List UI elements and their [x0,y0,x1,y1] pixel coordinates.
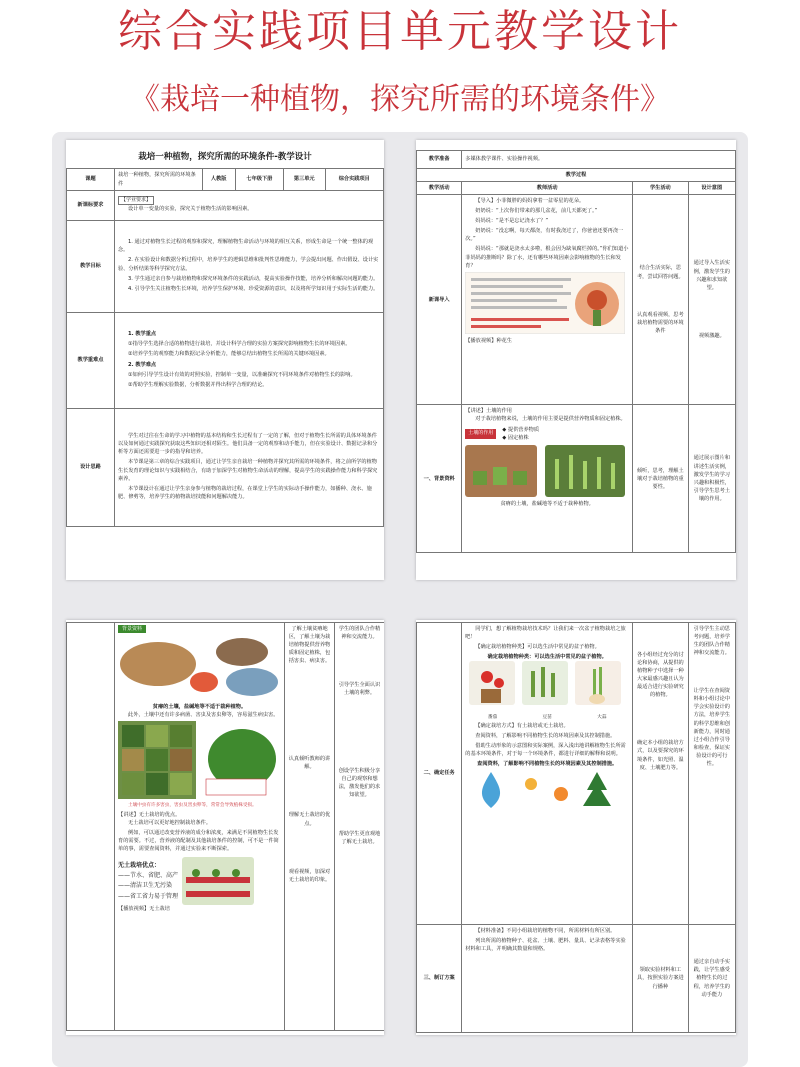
goal-item: 1. 通过对植物生长过程的观察和探究，理解植物生命活动与环境的相互关系，形成生命是一个统一整体的观念。 [117,239,374,254]
soil-caption: 贫瘠的土壤，盐碱地等不适于栽种植物。 [152,703,247,710]
background-text: 对于栽培植物来说，土壤的作用主要是提供营养物质和固定植株。 [475,416,626,423]
background-caption: 贫瘠的土壤，盐碱地等不适于栽种植物。 [500,501,594,508]
soil-para: 此外，土壤中还有许多病菌、害虫及害虫卵等，容易滋生病虫害。 [128,711,279,718]
topic-label: 课题 [67,169,115,191]
intro-line: 奶奶说：“上次你们带来的那几盆花，前几天都死了。” [475,208,598,215]
plant-label: 番茄 [487,715,498,721]
plan-student: 领取实验材料和工具，按照实验方案进行播种 [633,925,689,1033]
intro-line: 小菲微胖的妈妈拿着一盆零星的花朵。 [496,198,585,205]
intro-story-image [465,272,625,334]
material-student: 了解土壤贫瘠地区，了解土壤为栽培植物提供营养物质和固定植株，包括害虫、病虫害。 [288,626,331,665]
material-student: 认真倾听教师的讲解。 [288,756,331,771]
standard-tag: 【学业要求】 [118,196,154,206]
topic-value: 栽培一种植物，探究所需的环境条件 [114,169,202,191]
design-row [67,409,384,527]
intro-intent: 通过导入生活实例，激发学生的兴趣和求知欲望。 [693,260,730,291]
soil-role-bullet: 固定植株 [507,435,529,442]
plan-label: 三、制订方案 [417,925,462,1033]
advantage-line: ——省工省力易于管理 [118,892,179,900]
advantage-line: ——节水、省肥、高产 [118,872,179,880]
difficulty-title: 2. 教学难点 [127,361,157,368]
col-header: 学生活动 [633,182,689,195]
material-student: 理解无土栽培的优点。 [288,812,331,827]
intro-intent: 视频激趣。 [698,332,725,339]
task-tag: 【确定栽培方式】有土栽培或无土栽培。 [475,722,569,729]
col-header: 设计意图 [688,182,735,195]
soil-role-bullet: 提供营养物质 [507,427,540,434]
goal-item: 2. 在实验设计和数据分析过程中，培养学生的逻辑思维和批判性思维能力，学会提出问题、作出假设、设计实验、分析结果等科学探究方法。 [117,257,379,272]
goals-label: 教学目标 [67,221,115,313]
intro-line: 妈妈说：“那就是浇水太多啦，根会因为缺氧腐烂掉的。”你们知道小菲妈妈的推断吗？除了水，还有哪些环境因素会影响植物的生长和发育？ [465,246,629,269]
standard-text: 设计单一变量的实验，探究关于植物生活的影响因素。 [127,206,253,213]
unit: 第三单元 [283,169,325,191]
intro-tag: 【导入】 [475,198,497,205]
background-intent: 通过展示图片和讲述生活实例，激发学生的学习兴趣和积极性，引导学生思考土壤的作用。 [688,405,735,553]
standard-row [67,191,384,221]
difficulty-item: ①如何引导学生设计有效的对照实验，控制单一变量，以准确探究不同环境条件对植物生长的影响。 [127,371,356,378]
doc-title: 栽培一种植物，探究所需的环境条件-教学设计 [138,152,312,162]
design-para: 学生对过往在生命的学习中植物的基本结构和生长过程有了一定的了解，但对于植物生长所需的具体环境条件以及如何通过实践探究获取这些知识还相对陌生。他们具备一定的观察和动手能力，但在实验设计、数据记录和分析等方面还需要进一步的指导和培养。 [117,433,378,456]
task-plan-table [416,622,736,1033]
seedling-photos [465,445,625,497]
task-tag: 【确定栽培植物种类】可以选生活中常见的盆子植物。 [475,644,600,651]
plan-intent: 通过亲自动手实践，让学生感受植物生长的过程，培养学生的动手能力 [688,925,735,1033]
material-intent: 引导学生全面认识土壤的利弊。 [338,682,381,697]
task-label: 二、确定任务 [417,623,462,925]
lesson-plan-page-2 [416,140,736,580]
plant-label: 豆苗 [542,715,552,721]
background-material-row [67,623,385,1031]
intro-line: 奶奶说：“没忘啊，每天都浇，有时我浇过了，你爸爸还要再浇一次。” [465,228,624,243]
leaf-note: 土壤中虫有许多害虫，害虫及害虫卵等，常常会导致植株受损。 [128,803,257,808]
hydroponics-para: 例如，可以通过改变营养液的成分和浓度，来满足不同植物生长发育的需要。不过，营养液的配制及其他栽培条件的控制，可不是一件简单的事，需要查阅资料，并通过实验来不断探索。 [118,830,279,853]
process-title-row [417,169,736,182]
background-student: 倾听，思考，理解土壤对于栽培植物的重要性。 [633,405,689,553]
lesson-plan-page-3 [66,620,384,1035]
plan-row [417,925,736,1033]
hydroponics-video: 【播放视频】无土栽培 [118,906,170,913]
task-para: 借助生动形象的示意图和实际案例，深入浅出地讲解植物生长所需的基本环境条件，对于每一个环境条件，都进行详细的解释和说明。 [465,742,626,757]
goals-row [67,221,384,313]
plan-tag: 【材料准备】不同小组栽培的植物不同，所需材料有所区别。 [475,928,616,934]
task-student: 确定本小组的栽培方式，以及要探究的环境条件，如光照、温度、土壤肥力等。 [637,740,684,771]
column-header-row [417,182,736,195]
advantage-line: ——清洁卫生无污染 [118,882,173,890]
intro-row [417,195,736,405]
plant-label: 大蒜 [596,715,607,721]
standard-label: 新课标要求 [67,191,115,221]
material-intent: 创设学生积极分享自己的观察和想法，激发他们的求知欲望。 [338,768,381,799]
advantages-title: 无土栽培优点： [118,862,161,870]
intro-student: 认真观看视频，思考栽培植物需要的环境条件 [636,311,684,334]
task-red-question: 查阅资料，了解影响不同植物生长的环境因素及其控制措施。 [477,760,618,767]
lesson-plan-page-4 [416,620,736,1035]
material-student: 观看视频，加深对无土栽培的印象。 [288,868,331,883]
task-question: 确定栽培植物种类：可以选生活中常见的盆子植物。 [487,654,607,661]
design-label: 设计思路 [67,409,115,527]
lesson-plan-page-1 [66,140,384,580]
design-para: 本节课设计在通过让学生亲身参与植物的栽培过程，在课堂上学生的实际动手操作能力，如播种、浇水、施肥、修剪等，培养学生的植物栽培技能和问题解决能力。 [117,485,372,500]
key-item: ②培养学生的观察能力和数据记录分析能力，能够总结出植物生长所需的关键环境因素。 [127,351,330,358]
goal-item: 4. 引导学生关注植物生长环境，培养学生保护环境、珍爱资源的意识，以及将所学知识用于实际生活的能力。 [127,285,379,292]
difficulty-item: ②帮助学生理解实验数据，分析数据并得出科学合理的结论。 [127,381,268,388]
prep-value: 多媒体教学课件、实验操作视频。 [462,151,736,169]
plant-photos [465,661,625,711]
environment-icons [465,768,625,812]
topic-row [67,169,384,191]
background-tag: 【讲述】土壤的作用 [465,408,512,415]
intro-line: 妈妈说：“是不是忘记浇水了？” [475,218,549,225]
goal-item: 3. 学生通过亲自参与栽培植物和探究环境条件的实践活动，提高实验操作技能，培养分析和解决问题的能力。 [127,275,379,282]
task-intent: 让学生在查阅资料和小组讨论中学会实验设计的方法，培养学生的科学思维和创新能力，同时通过小组合作引导和检查，保证实验设计的可行性。 [693,688,730,767]
lesson-type: 综合实践项目 [325,169,383,191]
background-material-table [66,622,384,1031]
material-tag: 背景资料 [118,625,146,633]
soil-role-label: 土壤的作用 [465,429,496,439]
background-label: 一、背景资料 [417,405,462,553]
material-intent: 帮助学生更直观地了解无土栽培。 [338,830,381,845]
keypoints-label: 教学重难点 [67,313,115,409]
prep-row [417,151,736,169]
keypoints-row [67,313,384,409]
lesson-info-table [66,168,384,527]
design-para: 本节课是第三章的综合实践项目，通过让学生亲自栽培一种植物并探究其所需的环境条件，将之前所学的植物生长发育的理论知识与实践相结合，有助于加深学生对植物生命活动的理解，提高学生的实践操作能力和科学探究素养。 [117,459,378,482]
prep-label: 教学准备 [417,151,462,169]
page-subtitle: 《栽培一种植物，探究所需的环境条件》 [130,82,670,117]
process-title: 教学过程 [417,169,736,182]
material-intent: 学生的团队合作精神和交流能力。 [338,626,381,641]
key-title: 1. 教学重点 [127,331,157,338]
plan-para: 列出所需的植物种子、花盆、土壤、肥料、量具、记录表格等实验材料和工具，并明确其数量和规格。 [465,938,626,953]
task-intent: 引导学生主动思考问题，培养学生的团队合作精神和交流能力。 [693,626,730,657]
process-table [416,150,736,553]
page-main-title: 综合实践项目单元教学设计 [118,6,682,57]
grade: 七年级下册 [235,169,283,191]
pest-photos [118,721,282,799]
hydroponics-photo [182,857,254,905]
col-header: 教学活动 [417,182,462,195]
hydroponics-tag: 【讲述】无土栽培的优点。 [118,812,181,819]
intro-video: 【播放视频】种花生 [465,337,512,344]
task-row [417,623,736,925]
intro-label: 新课导入 [417,195,462,405]
task-intro: 同学们，想了解植物栽培技术吗？让我们来一次盆子植物栽培之旅吧！ [465,626,626,641]
key-item: ①指导学生选择合适的植物进行栽培，并设计科学合理的实验方案探究影响植物生长的环境因素。 [127,341,351,348]
task-para: 查阅资料，了解影响不同植物生长的环境因素及其控制措施。 [475,732,616,739]
soil-photos [118,634,282,700]
intro-student: 结合生活实际，思考，尝试回答问题。 [636,265,684,280]
task-student: 各小组经过充分的讨论和协商，从提供的植物种子中选择一种大家最感兴趣且认为最适合进行实验研究的植物。 [637,652,684,699]
publisher: 人教版 [202,169,235,191]
hydroponics-para: 无土栽培可以更好地控制栽培条件。 [128,820,212,827]
col-header: 教师活动 [462,182,633,195]
background-row: 一、背景资料 【讲述】土壤的作用 对于栽培植物来说，土壤的作用主要是提供营养物质和固定植株。 土壤的作用 ◆ 提供营养物质 ◆ 固定植株 贫瘠的土壤，盐碱地等不适于栽种植物。 倾听，思考，理解土壤对于栽培植物的重要性。 通过展示图片和讲述生活实例，激发学生的学习兴趣和积极性，引导学生思考土壤的作用。 [417,405,736,553]
